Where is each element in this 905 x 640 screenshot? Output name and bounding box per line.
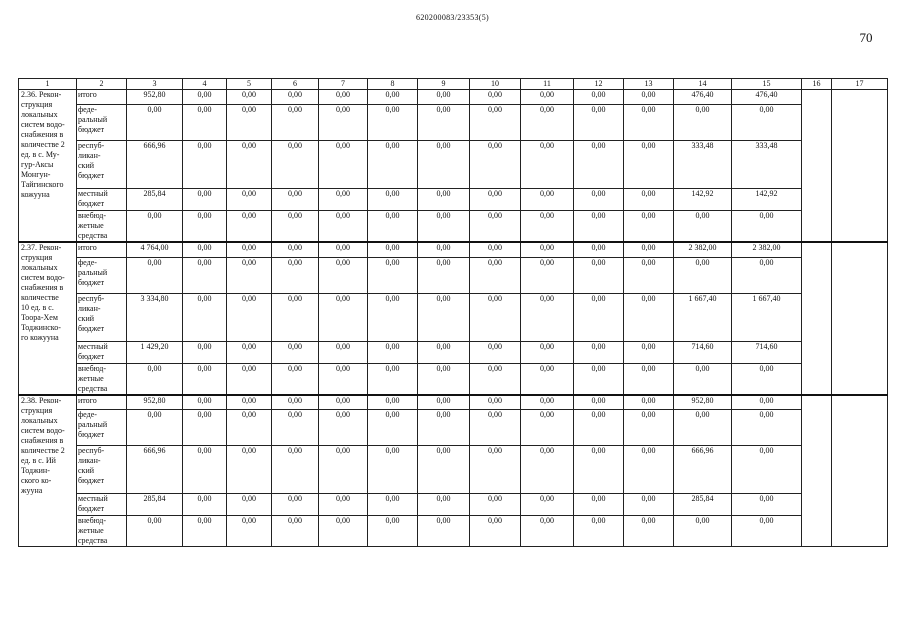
value-cell: 0,00: [227, 395, 272, 410]
value-cell: 0,00: [574, 293, 624, 341]
value-cell: 0,00: [624, 189, 674, 211]
page-number: 70: [859, 30, 873, 45]
value-cell: 0,00: [470, 211, 521, 243]
value-cell: 0,00: [674, 257, 732, 293]
funding-category: феде- ральный бюджет: [77, 410, 127, 446]
value-cell: 952,80: [127, 90, 183, 105]
value-cell: 0,00: [183, 257, 227, 293]
value-cell: 0,00: [319, 363, 368, 395]
value-cell: 0,00: [732, 446, 802, 494]
value-cell: 0,00: [368, 446, 418, 494]
value-cell: 0,00: [368, 395, 418, 410]
header-row: [19, 79, 888, 90]
table-row: [19, 211, 888, 243]
value-cell: 0,00: [624, 516, 674, 547]
table-row: [19, 105, 888, 141]
column-16-cell: [802, 395, 832, 547]
value-cell: 0,00: [368, 516, 418, 547]
value-cell: 0,00: [624, 363, 674, 395]
document-code: 620200083/23353(5): [416, 13, 489, 22]
value-cell: 0,00: [319, 341, 368, 363]
funding-category: итого: [77, 90, 127, 105]
column-header: 16: [802, 79, 832, 90]
value-cell: 0,00: [521, 293, 574, 341]
value-cell: 0,00: [319, 516, 368, 547]
value-cell: 0,00: [574, 211, 624, 243]
value-cell: 0,00: [319, 257, 368, 293]
value-cell: 0,00: [574, 189, 624, 211]
table-row: [19, 395, 888, 410]
value-cell: 0,00: [227, 293, 272, 341]
value-cell: 0,00: [574, 90, 624, 105]
table-row: [19, 494, 888, 516]
table-row: [19, 257, 888, 293]
value-cell: 0,00: [418, 410, 470, 446]
value-cell: 0,00: [574, 105, 624, 141]
value-cell: 0,00: [521, 141, 574, 189]
value-cell: 476,40: [674, 90, 732, 105]
value-cell: 0,00: [674, 211, 732, 243]
column-header: 11: [521, 79, 574, 90]
column-header: 1: [19, 79, 77, 90]
value-cell: 0,00: [272, 257, 319, 293]
value-cell: 0,00: [272, 141, 319, 189]
funding-category: внебюд- жетные средства: [77, 363, 127, 395]
value-cell: 0,00: [674, 105, 732, 141]
value-cell: 0,00: [227, 516, 272, 547]
funding-category: итого: [77, 242, 127, 257]
value-cell: 0,00: [227, 211, 272, 243]
value-cell: 0,00: [227, 410, 272, 446]
value-cell: 0,00: [521, 446, 574, 494]
table-row: [19, 242, 888, 257]
value-cell: 0,00: [574, 494, 624, 516]
value-cell: 0,00: [574, 242, 624, 257]
value-cell: 0,00: [368, 293, 418, 341]
column-header: 14: [674, 79, 732, 90]
value-cell: 0,00: [272, 446, 319, 494]
value-cell: 0,00: [470, 90, 521, 105]
value-cell: 0,00: [368, 494, 418, 516]
value-cell: 0,00: [521, 516, 574, 547]
value-cell: 0,00: [470, 189, 521, 211]
column-header: 10: [470, 79, 521, 90]
column-header: 7: [319, 79, 368, 90]
value-cell: 0,00: [521, 90, 574, 105]
value-cell: 0,00: [624, 395, 674, 410]
value-cell: 0,00: [418, 141, 470, 189]
value-cell: 0,00: [183, 410, 227, 446]
value-cell: 0,00: [319, 189, 368, 211]
value-cell: 0,00: [319, 242, 368, 257]
value-cell: 0,00: [227, 257, 272, 293]
value-cell: 0,00: [574, 446, 624, 494]
table-row: [19, 141, 888, 189]
value-cell: 0,00: [624, 410, 674, 446]
value-cell: 0,00: [521, 395, 574, 410]
value-cell: 142,92: [732, 189, 802, 211]
value-cell: 0,00: [183, 105, 227, 141]
value-cell: 0,00: [624, 211, 674, 243]
value-cell: 3 334,80: [127, 293, 183, 341]
column-header: 8: [368, 79, 418, 90]
column-header: 6: [272, 79, 319, 90]
value-cell: 0,00: [574, 410, 624, 446]
column-header: 5: [227, 79, 272, 90]
value-cell: 0,00: [127, 105, 183, 141]
value-cell: 0,00: [470, 257, 521, 293]
value-cell: 0,00: [624, 293, 674, 341]
column-16-cell: [802, 90, 832, 243]
value-cell: 285,84: [127, 189, 183, 211]
value-cell: 0,00: [183, 141, 227, 189]
table-row: [19, 446, 888, 494]
column-header: 9: [418, 79, 470, 90]
value-cell: 0,00: [674, 410, 732, 446]
value-cell: 0,00: [470, 494, 521, 516]
value-cell: 0,00: [624, 105, 674, 141]
table-row: [19, 341, 888, 363]
value-cell: 0,00: [368, 189, 418, 211]
value-cell: 0,00: [127, 211, 183, 243]
value-cell: 0,00: [418, 105, 470, 141]
value-cell: 0,00: [272, 189, 319, 211]
value-cell: 0,00: [272, 105, 319, 141]
value-cell: 0,00: [272, 90, 319, 105]
funding-category: респуб- ликан- ский бюджет: [77, 141, 127, 189]
column-header: 3: [127, 79, 183, 90]
value-cell: 285,84: [674, 494, 732, 516]
value-cell: 666,96: [127, 141, 183, 189]
value-cell: 0,00: [272, 293, 319, 341]
value-cell: 0,00: [127, 257, 183, 293]
value-cell: 0,00: [183, 516, 227, 547]
value-cell: 0,00: [418, 293, 470, 341]
value-cell: 0,00: [227, 446, 272, 494]
value-cell: 0,00: [732, 516, 802, 547]
value-cell: 0,00: [368, 410, 418, 446]
value-cell: 0,00: [368, 105, 418, 141]
column-header: 13: [624, 79, 674, 90]
value-cell: 0,00: [227, 105, 272, 141]
value-cell: 0,00: [732, 410, 802, 446]
column-17-cell: [832, 242, 888, 395]
value-cell: 2 382,00: [674, 242, 732, 257]
value-cell: 0,00: [368, 257, 418, 293]
funding-category: итого: [77, 395, 127, 410]
value-cell: 0,00: [183, 363, 227, 395]
value-cell: 0,00: [227, 90, 272, 105]
value-cell: 952,80: [127, 395, 183, 410]
value-cell: 0,00: [319, 90, 368, 105]
value-cell: 0,00: [227, 341, 272, 363]
funding-category: респуб- ликан- ский бюджет: [77, 446, 127, 494]
value-cell: 0,00: [127, 516, 183, 547]
value-cell: 0,00: [470, 105, 521, 141]
value-cell: 0,00: [418, 90, 470, 105]
value-cell: 0,00: [272, 494, 319, 516]
value-cell: 0,00: [227, 141, 272, 189]
value-cell: 0,00: [368, 242, 418, 257]
value-cell: 0,00: [418, 395, 470, 410]
column-header: 17: [832, 79, 888, 90]
value-cell: 0,00: [521, 189, 574, 211]
value-cell: 0,00: [521, 494, 574, 516]
value-cell: 0,00: [183, 395, 227, 410]
value-cell: 0,00: [732, 363, 802, 395]
value-cell: 0,00: [368, 363, 418, 395]
value-cell: 0,00: [521, 105, 574, 141]
value-cell: 0,00: [319, 494, 368, 516]
value-cell: 0,00: [470, 141, 521, 189]
value-cell: 0,00: [624, 90, 674, 105]
value-cell: 0,00: [272, 363, 319, 395]
value-cell: 0,00: [574, 257, 624, 293]
value-cell: 0,00: [521, 211, 574, 243]
value-cell: 0,00: [272, 242, 319, 257]
value-cell: 0,00: [521, 257, 574, 293]
value-cell: 0,00: [183, 293, 227, 341]
value-cell: 0,00: [732, 105, 802, 141]
value-cell: 0,00: [418, 257, 470, 293]
value-cell: 0,00: [624, 257, 674, 293]
value-cell: 2 382,00: [732, 242, 802, 257]
funding-category: внебюд- жетные средства: [77, 516, 127, 547]
table-row: [19, 516, 888, 547]
value-cell: 0,00: [470, 363, 521, 395]
value-cell: 0,00: [183, 211, 227, 243]
value-cell: 0,00: [521, 341, 574, 363]
value-cell: 285,84: [127, 494, 183, 516]
table-row: [19, 410, 888, 446]
value-cell: 0,00: [624, 242, 674, 257]
column-17-cell: [832, 90, 888, 243]
value-cell: 714,60: [674, 341, 732, 363]
value-cell: 952,80: [674, 395, 732, 410]
value-cell: 333,48: [674, 141, 732, 189]
value-cell: 0,00: [183, 341, 227, 363]
value-cell: 0,00: [418, 189, 470, 211]
value-cell: 0,00: [674, 516, 732, 547]
value-cell: 0,00: [319, 141, 368, 189]
column-header: 12: [574, 79, 624, 90]
value-cell: 0,00: [319, 410, 368, 446]
value-cell: 0,00: [272, 395, 319, 410]
column-header: 15: [732, 79, 802, 90]
funding-category: внебюд- жетные средства: [77, 211, 127, 243]
value-cell: 0,00: [470, 516, 521, 547]
project-title: 2.38. Рекон- струкция локальных систем водо- снабжения в количестве 2 ед. в с. Ий Тоджин- ского ко- жууна: [19, 395, 77, 547]
table-row: [19, 90, 888, 105]
value-cell: 0,00: [183, 90, 227, 105]
value-cell: 0,00: [624, 446, 674, 494]
value-cell: 0,00: [272, 211, 319, 243]
value-cell: 0,00: [732, 257, 802, 293]
value-cell: 0,00: [227, 363, 272, 395]
table-row: [19, 293, 888, 341]
value-cell: 0,00: [227, 189, 272, 211]
column-16-cell: [802, 242, 832, 395]
value-cell: 0,00: [418, 211, 470, 243]
value-cell: 0,00: [368, 341, 418, 363]
value-cell: 0,00: [183, 494, 227, 516]
funding-category: феде- ральный бюджет: [77, 105, 127, 141]
value-cell: 1 667,40: [732, 293, 802, 341]
value-cell: 0,00: [521, 363, 574, 395]
value-cell: 1 667,40: [674, 293, 732, 341]
value-cell: 0,00: [418, 446, 470, 494]
column-header: 4: [183, 79, 227, 90]
value-cell: 0,00: [127, 363, 183, 395]
value-cell: 4 764,00: [127, 242, 183, 257]
value-cell: 0,00: [368, 90, 418, 105]
value-cell: 666,96: [674, 446, 732, 494]
funding-category: респуб- ликан- ский бюджет: [77, 293, 127, 341]
value-cell: 0,00: [319, 446, 368, 494]
value-cell: 1 429,20: [127, 341, 183, 363]
value-cell: 0,00: [319, 211, 368, 243]
value-cell: 0,00: [574, 141, 624, 189]
value-cell: 0,00: [574, 395, 624, 410]
value-cell: 0,00: [732, 395, 802, 410]
value-cell: 0,00: [319, 395, 368, 410]
value-cell: 0,00: [470, 242, 521, 257]
project-title: 2.37. Рекон- струкция локальных систем водо- снабжения в количестве 10 ед. в с. Тоора-Хем Тоджинско- го кожууна: [19, 242, 77, 395]
value-cell: 142,92: [674, 189, 732, 211]
budget-table: [18, 78, 888, 547]
table-row: [19, 189, 888, 211]
value-cell: 714,60: [732, 341, 802, 363]
value-cell: 0,00: [732, 211, 802, 243]
value-cell: 0,00: [470, 446, 521, 494]
funding-category: местный бюджет: [77, 341, 127, 363]
value-cell: 0,00: [183, 242, 227, 257]
value-cell: 0,00: [368, 211, 418, 243]
value-cell: 0,00: [227, 494, 272, 516]
value-cell: 0,00: [470, 410, 521, 446]
value-cell: 0,00: [624, 341, 674, 363]
value-cell: 0,00: [574, 516, 624, 547]
value-cell: 0,00: [470, 395, 521, 410]
value-cell: 0,00: [574, 341, 624, 363]
value-cell: 0,00: [319, 105, 368, 141]
value-cell: 0,00: [272, 341, 319, 363]
value-cell: 0,00: [368, 141, 418, 189]
value-cell: 0,00: [183, 446, 227, 494]
funding-category: феде- ральный бюджет: [77, 257, 127, 293]
funding-category: местный бюджет: [77, 494, 127, 516]
value-cell: 333,48: [732, 141, 802, 189]
value-cell: 0,00: [319, 293, 368, 341]
value-cell: 666,96: [127, 446, 183, 494]
value-cell: 0,00: [272, 516, 319, 547]
value-cell: 0,00: [470, 293, 521, 341]
value-cell: 0,00: [127, 410, 183, 446]
value-cell: 0,00: [574, 363, 624, 395]
value-cell: 0,00: [418, 363, 470, 395]
project-title: 2.36. Рекон- струкция локальных систем водо- снабжения в количестве 2 ед. в с. Му- гур-Аксы Монгун- Тайгинского кожууна: [19, 90, 77, 243]
value-cell: 0,00: [418, 341, 470, 363]
value-cell: 0,00: [183, 189, 227, 211]
table-row: [19, 363, 888, 395]
column-17-cell: [832, 395, 888, 547]
value-cell: 0,00: [227, 242, 272, 257]
value-cell: 0,00: [674, 363, 732, 395]
value-cell: 476,40: [732, 90, 802, 105]
value-cell: 0,00: [521, 242, 574, 257]
value-cell: 0,00: [624, 141, 674, 189]
value-cell: 0,00: [521, 410, 574, 446]
value-cell: 0,00: [272, 410, 319, 446]
value-cell: 0,00: [418, 516, 470, 547]
column-header: 2: [77, 79, 127, 90]
funding-category: местный бюджет: [77, 189, 127, 211]
value-cell: 0,00: [470, 341, 521, 363]
value-cell: 0,00: [418, 494, 470, 516]
value-cell: 0,00: [624, 494, 674, 516]
value-cell: 0,00: [418, 242, 470, 257]
value-cell: 0,00: [732, 494, 802, 516]
